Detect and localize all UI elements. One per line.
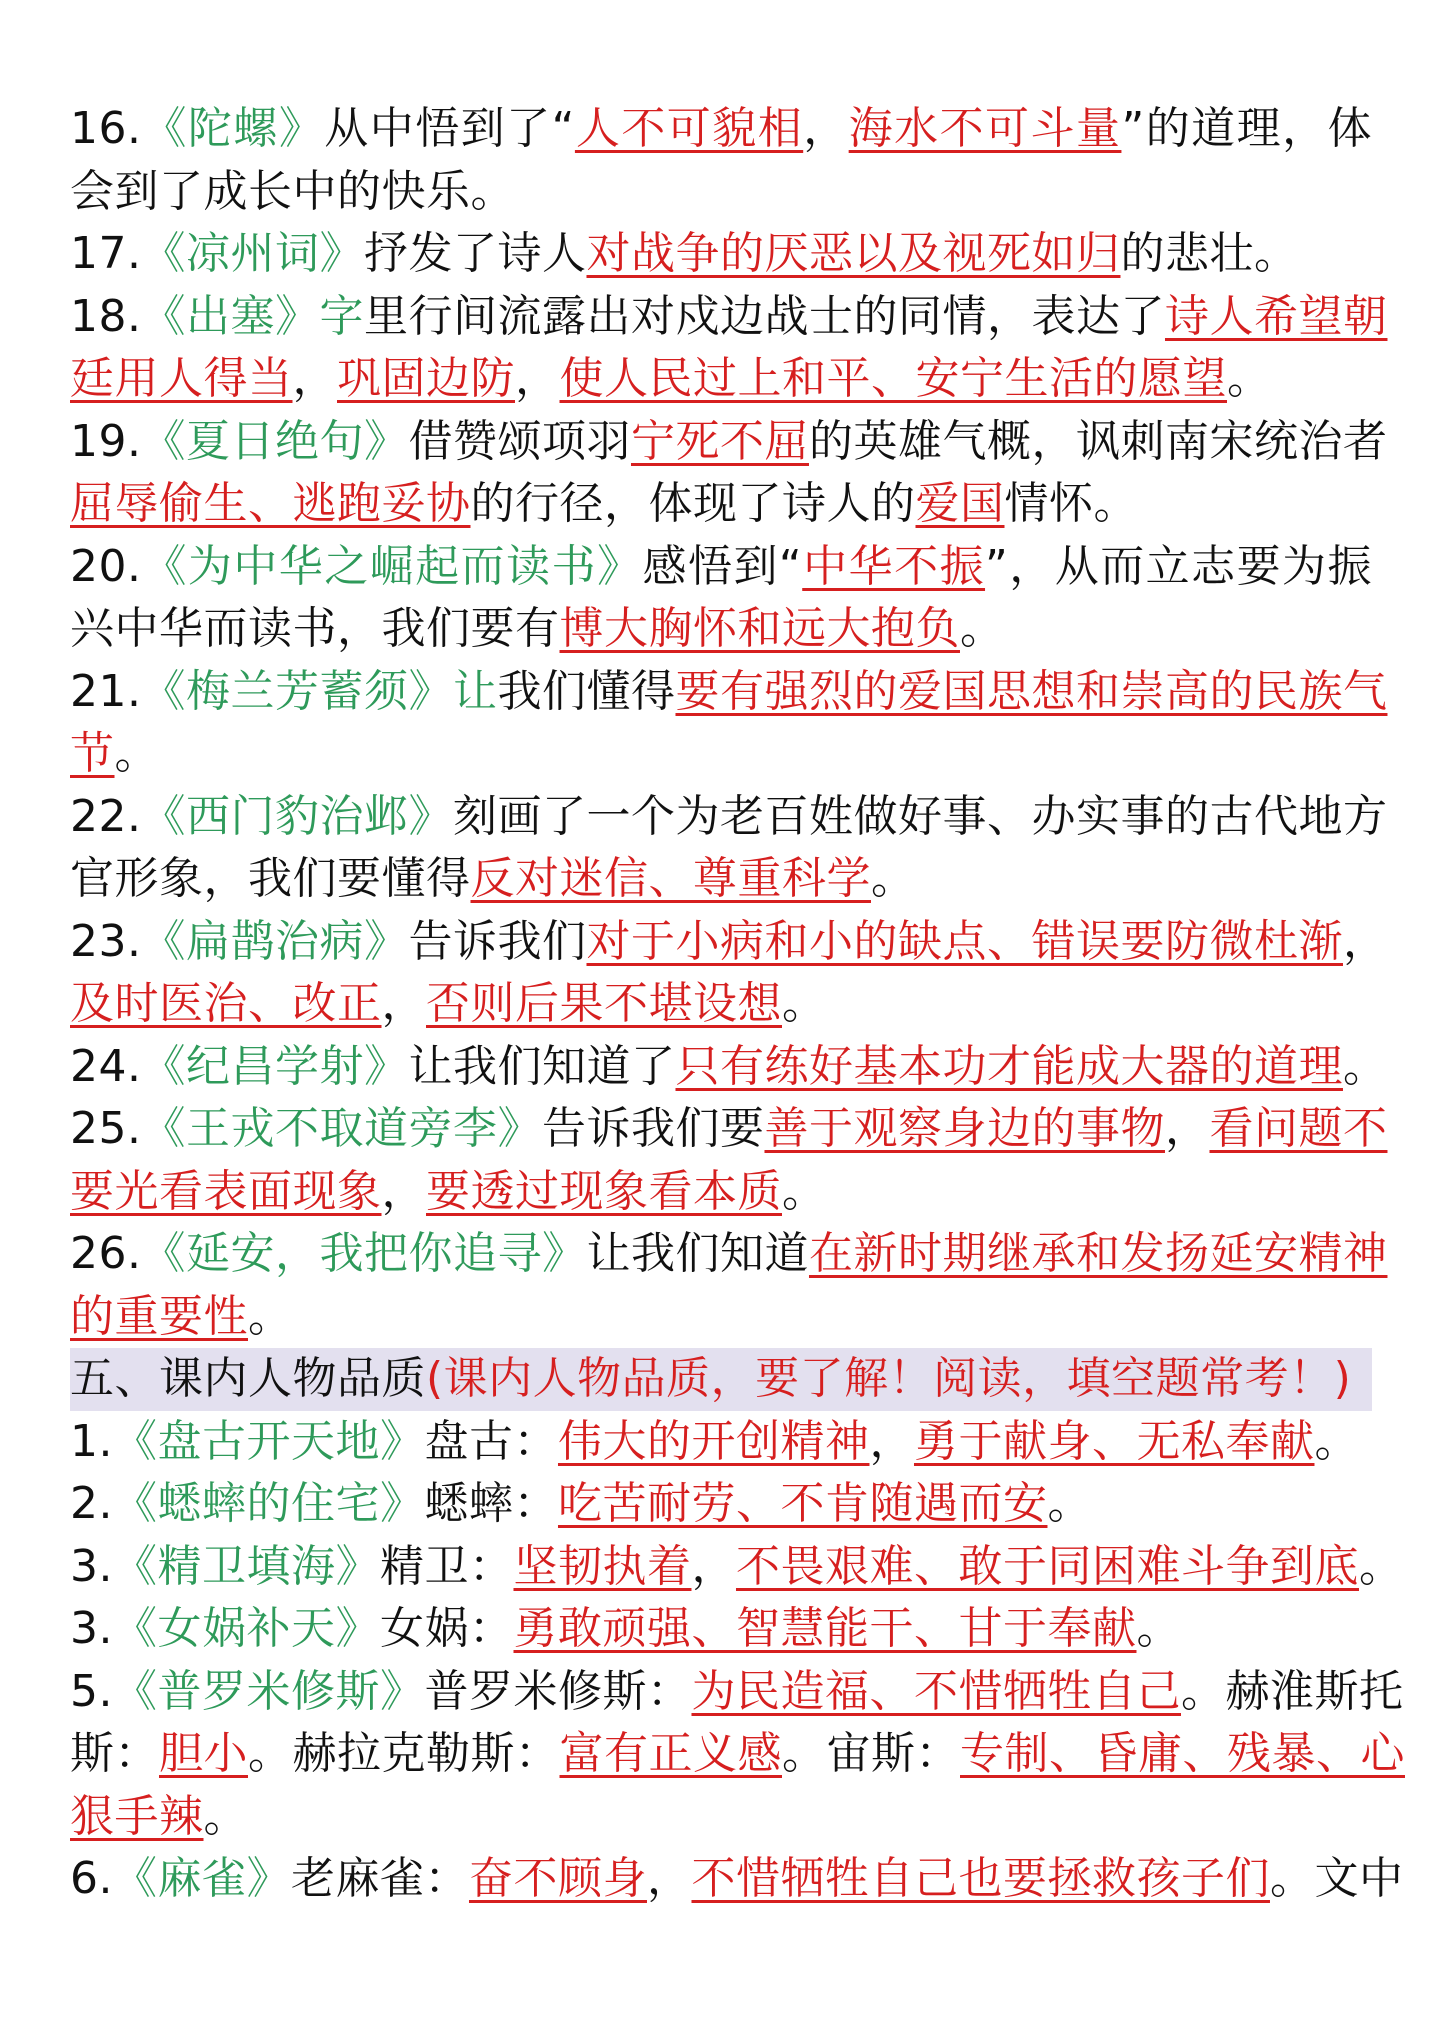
text-segment: 6.	[70, 1853, 113, 1904]
text-segment: ，	[515, 353, 560, 404]
text-segment: 。	[960, 603, 1005, 654]
lesson-title: 《普罗米修斯》	[112, 1665, 425, 1717]
answer-text: 坚韧执着	[513, 1540, 692, 1592]
lesson-title: 《纪昌学射》	[141, 1040, 409, 1092]
lesson-title: 《西门豹治邺》	[141, 790, 453, 842]
answer-text: 要有强烈的爱国思想和崇高的民族气	[675, 665, 1388, 717]
lesson-title: 《夏日绝句》	[141, 415, 409, 467]
answer-text: 富有正义感	[559, 1728, 782, 1779]
answer-text: 海水不可斗量	[848, 103, 1122, 154]
text-line	[70, 1286, 1372, 1349]
text-segment: 。	[782, 978, 827, 1029]
lesson-title: 《麻雀》	[112, 1853, 291, 1904]
text-line	[70, 973, 1372, 1036]
answer-text: 及时医治、改正	[70, 978, 382, 1029]
text-segment: 。	[1047, 1478, 1092, 1529]
text-line	[70, 1848, 1404, 1911]
answer-text: 吃苦耐劳、不肯随遇而安	[557, 1478, 1048, 1529]
answer-text: 否则后果不堪设想	[426, 978, 782, 1029]
section-note: (课内人物品质，要了解！阅读，填空题常考！)	[426, 1353, 1352, 1404]
text-line	[70, 348, 1372, 411]
text-segment: 告诉我们	[408, 915, 587, 967]
text-segment: 老麻雀：	[290, 1853, 469, 1904]
text-line	[70, 411, 1388, 474]
text-segment: 。	[114, 728, 159, 779]
answer-text: 要透过现象看本质	[426, 1165, 782, 1217]
text-segment: ，	[803, 103, 849, 154]
lesson-title: 《王戎不取道旁李》	[141, 1103, 542, 1154]
answer-text: 狠手辣	[70, 1790, 204, 1842]
text-segment: 。	[1227, 353, 1272, 404]
text-line	[70, 223, 1372, 286]
text-segment: 抒发了诗人	[363, 228, 587, 279]
text-segment: 感悟到“	[642, 540, 803, 592]
lesson-title: 《女娲补天》	[112, 1603, 380, 1654]
text-segment: 2.	[70, 1478, 113, 1529]
text-segment: 。赫淮斯托	[1180, 1665, 1404, 1717]
answer-text: 奋不顾身	[468, 1853, 647, 1904]
answer-text: 廷用人得当	[70, 353, 293, 404]
lesson-title: 《梅兰芳蓄须》让	[141, 665, 498, 717]
text-segment: 25.	[70, 1103, 142, 1154]
text-segment: 24.	[70, 1040, 142, 1092]
text-line	[70, 1598, 1372, 1661]
text-line	[70, 1161, 1372, 1224]
text-segment: ，	[646, 1853, 692, 1904]
text-line	[70, 1536, 1404, 1599]
lesson-title: 《盘古开天地》	[112, 1415, 425, 1467]
answer-text: 博大胸怀和远大抱负	[559, 603, 960, 654]
answer-text: 屈辱偷生、逃跑妥协	[70, 478, 471, 529]
answer-text: 爱国	[915, 478, 1005, 529]
text-segment: ，	[381, 1165, 426, 1217]
text-segment: 让我们知道了	[408, 1040, 676, 1092]
answer-text: 不惜牺牲自己也要拯救孩子们	[691, 1853, 1270, 1904]
text-segment: ，	[381, 978, 426, 1029]
text-segment: 3.	[70, 1603, 113, 1654]
text-segment: 26.	[70, 1228, 142, 1279]
text-segment: 19.	[70, 415, 142, 467]
text-line	[70, 98, 1372, 161]
text-segment: 20.	[70, 540, 142, 592]
answer-text: 要光看表面现象	[70, 1165, 382, 1217]
lesson-title: 《扁鹊治病》	[141, 915, 409, 967]
text-segment: 借赞颂项羽	[408, 415, 631, 467]
text-segment: 22.	[70, 790, 142, 842]
lesson-title: 《凉州词》	[141, 228, 364, 279]
text-line	[70, 1098, 1388, 1161]
text-line	[70, 911, 1388, 974]
lesson-title: 《延安，我把你追寻》	[141, 1228, 587, 1279]
text-segment: ，	[1342, 915, 1388, 967]
text-segment: 5.	[70, 1665, 113, 1717]
text-segment: ，	[1164, 1103, 1210, 1154]
answer-text: 在新时期继承和发扬延安精神	[808, 1228, 1388, 1279]
text-segment: 。	[1342, 1040, 1388, 1092]
lesson-title: 《蟋蟀的住宅》	[112, 1478, 425, 1529]
text-segment: ，	[292, 353, 337, 404]
answer-text: 对战争的厌恶以及视死如归	[586, 228, 1121, 279]
text-line	[70, 473, 1372, 536]
answer-text: 节	[70, 728, 115, 779]
text-segment: ”，从而立志要为振	[985, 540, 1373, 592]
section-heading	[70, 1348, 1372, 1411]
text-segment: 。宙斯：	[782, 1728, 960, 1779]
text-segment: 。赫拉克勒斯：	[248, 1728, 560, 1779]
text-segment: 从中悟到了“	[324, 103, 575, 154]
text-segment: 1.	[70, 1415, 113, 1467]
text-line	[70, 1473, 1372, 1536]
text-segment: 女娲：	[379, 1603, 514, 1654]
text-line	[70, 1036, 1388, 1099]
text-segment: 精卫：	[379, 1540, 514, 1592]
text-segment: 。	[871, 853, 916, 904]
text-segment: 23.	[70, 915, 142, 967]
text-segment: 让我们知道	[586, 1228, 809, 1279]
lesson-title: 《陀螺》	[141, 103, 325, 154]
text-segment: 。	[1136, 1603, 1181, 1654]
text-line	[70, 286, 1388, 349]
answer-text: 伟大的开创精神	[557, 1415, 870, 1467]
text-segment: 会到了成长中的快乐。	[70, 165, 515, 217]
answer-text: 看问题不	[1209, 1103, 1388, 1154]
text-segment: 的悲壮。	[1120, 228, 1299, 279]
answer-text: 中华不振	[802, 540, 986, 592]
text-segment: 我们懂得	[497, 665, 676, 717]
section-title: 五、课内人物品质	[70, 1353, 426, 1404]
text-segment: 3.	[70, 1540, 113, 1592]
text-segment: 告诉我们要	[541, 1103, 765, 1154]
text-segment: 里行间流露出对戍边战士的同情，表达了	[363, 290, 1165, 342]
text-line	[70, 598, 1372, 661]
text-line	[70, 1661, 1404, 1724]
lesson-title: 《出塞》字	[141, 290, 364, 342]
text-segment: 21.	[70, 665, 142, 717]
text-segment: 兴中华而读书，我们要有	[70, 603, 560, 654]
text-segment: 的英雄气概，讽刺南宋统治者	[808, 415, 1388, 467]
answer-text: 诗人希望朝	[1164, 290, 1388, 342]
answer-text: 的重要性	[70, 1290, 248, 1342]
answer-text: 善于观察身边的事物	[764, 1103, 1165, 1154]
answer-text: 对于小病和小的缺点、错误要防微杜渐	[586, 915, 1343, 967]
text-line	[70, 536, 1372, 599]
text-line	[70, 786, 1388, 849]
text-segment: ”的道理，体	[1121, 103, 1373, 154]
answer-text: 为民造福、不惜牺牲自己	[691, 1665, 1181, 1717]
text-segment: 18.	[70, 290, 142, 342]
answer-text: 人不可貌相	[574, 103, 804, 154]
text-line	[70, 1723, 1405, 1786]
answer-text: 宁死不屈	[630, 415, 809, 467]
text-segment: 官形象，我们要懂得	[70, 853, 471, 904]
text-line	[70, 723, 1372, 786]
text-segment: 刻画了一个为老百姓做好事、办实事的古代地方	[452, 790, 1388, 842]
text-segment: ，	[869, 1415, 914, 1467]
answer-text: 不畏艰难、敢于同困难斗争到底	[735, 1540, 1359, 1592]
text-line	[70, 848, 1372, 911]
answer-text: 勇于献身、无私奉献	[913, 1415, 1315, 1467]
text-line	[70, 1411, 1372, 1474]
answer-text: 使人民过上和平、安宁生活的愿望	[559, 353, 1227, 404]
text-segment: 17.	[70, 228, 142, 279]
answer-text: 胆小	[159, 1728, 248, 1779]
text-line	[70, 661, 1388, 724]
lesson-title: 《精卫填海》	[112, 1540, 380, 1592]
answer-text: 只有练好基本功才能成大器的道理	[675, 1040, 1343, 1092]
text-segment: 。	[1358, 1540, 1404, 1592]
text-segment: 。	[782, 1165, 827, 1217]
answer-text: 巩固边防	[337, 353, 515, 404]
text-segment: 。	[248, 1290, 293, 1342]
text-segment: ，	[691, 1540, 736, 1592]
lesson-title: 《为中华之崛起而读书》	[141, 540, 643, 592]
text-segment: 盘古：	[424, 1415, 558, 1467]
text-segment: 蟋蟀：	[424, 1478, 558, 1529]
text-segment: 。	[1314, 1415, 1359, 1467]
answer-text: 反对迷信、尊重科学	[470, 853, 871, 904]
text-line	[70, 1223, 1388, 1286]
answer-text: 专制、昏庸、残暴、心	[960, 1728, 1405, 1779]
text-segment: 普罗米修斯：	[424, 1665, 692, 1717]
text-segment: 。文中	[1269, 1853, 1404, 1904]
answer-text: 勇敢顽强、智慧能干、甘于奉献	[513, 1603, 1137, 1654]
text-segment: 情怀。	[1004, 478, 1138, 529]
text-segment: 。	[203, 1790, 248, 1842]
text-segment: 16.	[70, 103, 142, 154]
text-segment: 斯：	[70, 1728, 159, 1779]
text-line	[70, 1786, 1372, 1849]
text-line	[70, 161, 1372, 224]
text-segment: 的行径，体现了诗人的	[470, 478, 916, 529]
